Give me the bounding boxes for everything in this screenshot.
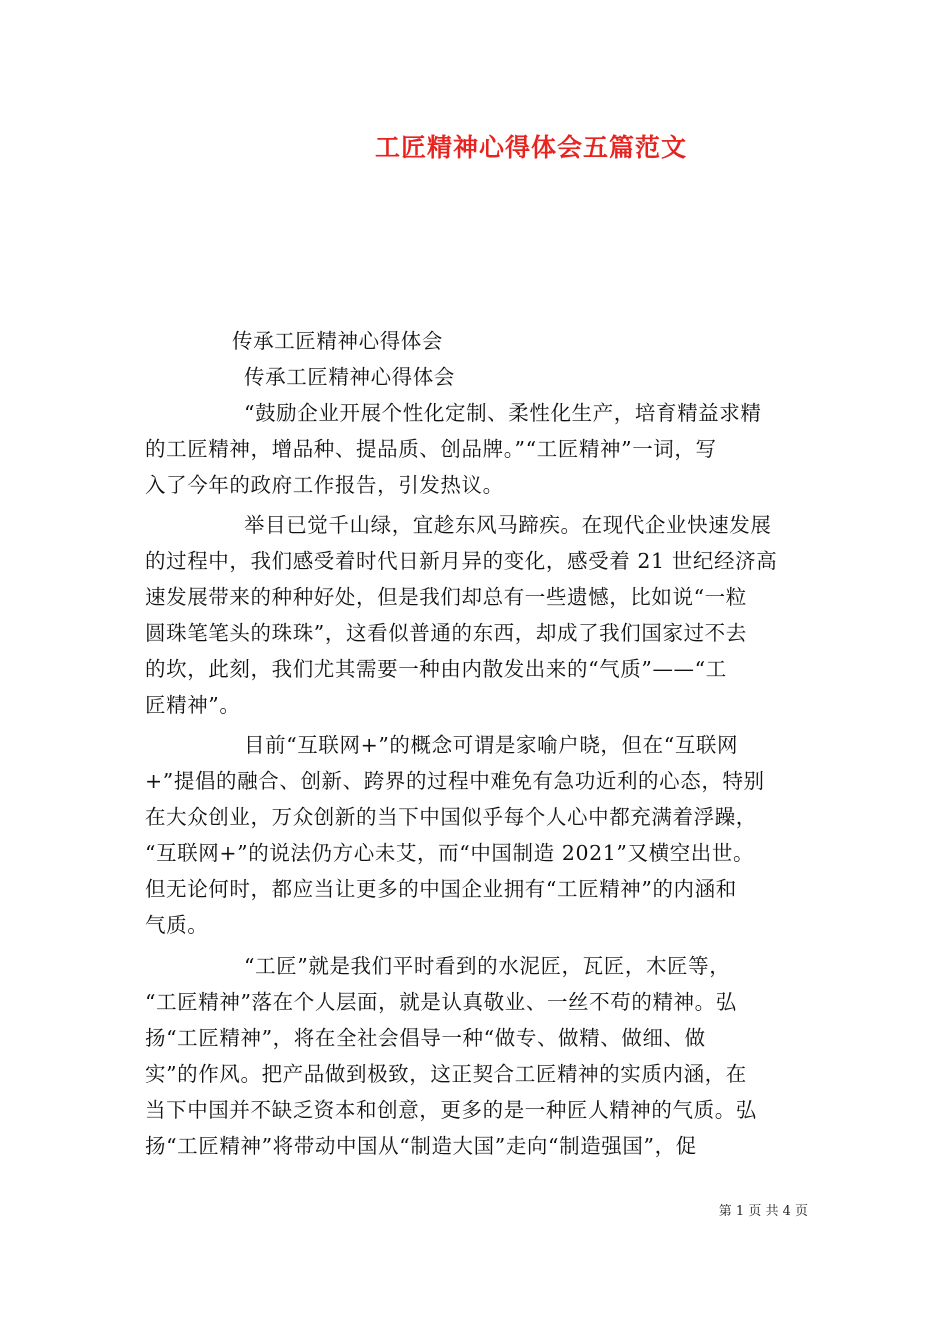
- paragraph-line: 的坎，此刻，我们尤其需要一种由内散发出来的“气质”——“工: [145, 657, 727, 681]
- paragraph-line: 扬“工匠精神”，将在全社会倡导一种“做专、做精、做细、做: [145, 1026, 706, 1050]
- paragraph-line: 匠精神”。: [145, 693, 241, 717]
- paragraph-line: “鼓励企业开展个性化定制、柔性化生产，培育精益求精: [244, 401, 762, 425]
- paragraph-line: 的工匠精神，增品种、提品质、创品牌。”“工匠精神”一词，写: [145, 437, 717, 461]
- document-title: 工匠精神心得体会五篇范文: [374, 133, 687, 162]
- paragraph-line: 当下中国并不缺乏资本和创意，更多的是一种匠人精神的气质。弘: [145, 1098, 757, 1122]
- page-number: 第 1 页 共 4 页: [718, 1204, 808, 1219]
- paragraph-line: 入了今年的政府工作报告，引发热议。: [145, 473, 504, 497]
- paragraph-line: 目前“互联网+”的概念可谓是家喻户晓，但在“互联网: [244, 733, 739, 757]
- subheading: 传承工匠精神心得体会: [232, 329, 443, 353]
- paragraph-line: 的过程中，我们感受着时代日新月异的变化，感受着 21 世纪经济高: [145, 549, 778, 573]
- paragraph-line: 在大众创业，万众创新的当下中国似乎每个人心中都充满着浮躁，: [145, 805, 757, 829]
- paragraph-line: 圆珠笔笔头的珠珠”，这看似普通的东西，却成了我们国家过不去: [145, 621, 747, 645]
- paragraph-line: “互联网+”的说法仍方心未艾，而“中国制造 2021”又横空出世。: [145, 841, 755, 865]
- paragraph-line: 速发展带来的种种好处，但是我们却总有一些遗憾，比如说“一粒: [145, 585, 747, 609]
- paragraph-line: “工匠精神”落在个人层面，就是认真敬业、一丝不苟的精神。弘: [145, 990, 737, 1014]
- paragraph-line: “工匠”就是我们平时看到的水泥匠，瓦匠，木匠等，: [244, 954, 731, 978]
- paragraph-line: +”提倡的融合、创新、跨界的过程中难免有急功近利的心态，特别: [145, 769, 765, 793]
- paragraph-line: 实”的作风。把产品做到极致，这正契合工匠精神的实质内涵，在: [145, 1062, 747, 1086]
- paragraph-line: 扬“工匠精神”将带动中国从“制造大国”走向“制造强国”，促: [145, 1134, 697, 1158]
- paragraph-line: 举目已觉千山绿，宜趁东风马蹄疾。在现代企业快速发展: [244, 513, 772, 537]
- paragraph-line: 气质。: [145, 913, 209, 937]
- subheading: 传承工匠精神心得体会: [244, 365, 455, 389]
- paragraph-line: 但无论何时，都应当让更多的中国企业拥有“工匠精神”的内涵和: [145, 877, 737, 901]
